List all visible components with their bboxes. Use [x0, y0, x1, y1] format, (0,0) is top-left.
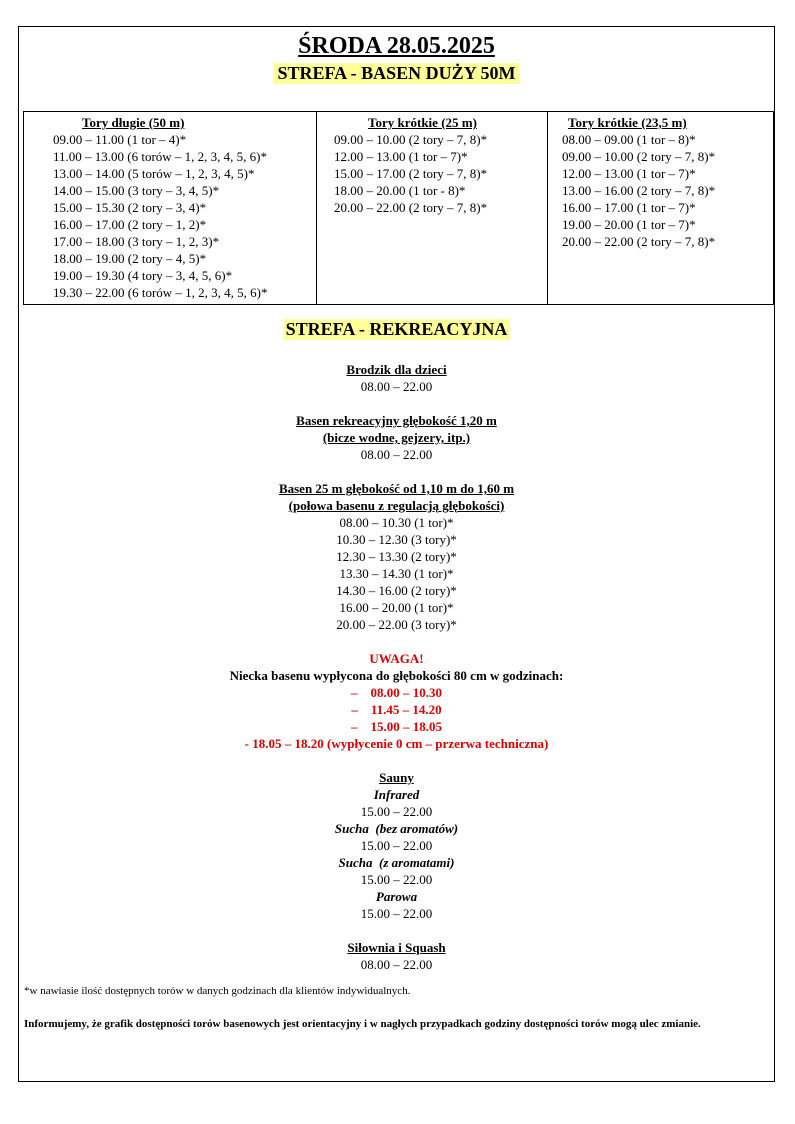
list-item: 20.00 – 22.00 (2 tory – 7, 8)* — [334, 200, 488, 215]
list-item: 14.30 – 16.00 (2 tory)* — [336, 583, 457, 598]
saunas-heading: Sauny — [379, 770, 414, 785]
gym-hours: 08.00 – 22.00 — [360, 957, 433, 972]
disclaimer: Informujemy, że grafik dostępności torów basenowych jest orientacyjny i w nagłych przypadkach godziny dostępności torów mogą ulec zmianie. — [24, 1018, 701, 1030]
list-item: 09.00 – 10.00 (2 tory – 7, 8)* — [562, 149, 716, 164]
list-item: 14.00 – 15.00 (3 tory – 3, 4, 5)* — [53, 183, 220, 198]
short25-lanes-heading: Tory krótkie (25 m) — [368, 115, 477, 130]
long-lanes-column — [24, 112, 317, 304]
sauna-hours: 15.00 – 22.00 — [360, 872, 433, 887]
list-item: 16.00 – 17.00 (2 tory – 1, 2)* — [53, 217, 207, 232]
kids-pool-hours: 08.00 – 22.00 — [360, 379, 433, 394]
rec-pool-hours: 08.00 – 22.00 — [360, 447, 433, 462]
list-item: 13.30 – 14.30 (1 tor)* — [339, 566, 454, 581]
sauna-name: Infrared — [373, 787, 420, 802]
short235-lanes-column — [547, 112, 773, 304]
list-item: 18.00 – 19.00 (2 tory – 4, 5)* — [53, 251, 207, 266]
sauna-hours: 15.00 – 22.00 — [360, 906, 433, 921]
page-title: ŚRODA 28.05.2025 — [298, 33, 495, 59]
short235-lanes-heading: Tory krótkie (23,5 m) — [568, 115, 687, 130]
recreation-section — [19, 361, 774, 973]
zone-title-large-pool: STREFA - BASEN DUŻY 50M — [274, 63, 518, 84]
list-item: 08.00 – 10.30 (1 tor)* — [339, 515, 454, 530]
warning-text: Niecka basenu wypłycona do głębokości 80 cm w godzinach: — [229, 668, 564, 683]
list-item: 11.00 – 13.00 (6 torów – 1, 2, 3, 4, 5, 6)* — [53, 149, 268, 164]
warning-time: – 11.45 – 14.20 — [351, 702, 442, 717]
list-item: 12.30 – 13.30 (2 tory)* — [336, 549, 457, 564]
list-item: 08.00 – 09.00 (1 tor – 8)* — [562, 132, 696, 147]
list-item: 12.00 – 13.00 (1 tor – 7)* — [334, 149, 468, 164]
sauna-name: Sucha (bez aromatów) — [334, 821, 459, 836]
list-item: 10.30 – 12.30 (3 tory)* — [336, 532, 457, 547]
warning-time: – 08.00 – 10.30 — [351, 685, 442, 700]
list-item: 15.00 – 17.00 (2 tory – 7, 8)* — [334, 166, 488, 181]
rec-pool-subheading: (bicze wodne, gejzery, itp.) — [322, 430, 471, 445]
list-item: 09.00 – 10.00 (2 tory – 7, 8)* — [334, 132, 488, 147]
list-item: 20.00 – 22.00 (3 tory)* — [336, 617, 457, 632]
sauna-hours: 15.00 – 22.00 — [360, 838, 433, 853]
kids-pool-heading: Brodzik dla dzieci — [346, 362, 447, 377]
list-item: 19.00 – 19.30 (4 tory – 3, 4, 5, 6)* — [53, 268, 233, 283]
list-item: 13.00 – 14.00 (5 torów – 1, 2, 3, 4, 5)* — [53, 166, 255, 181]
gym-heading: Siłownia i Squash — [347, 940, 446, 955]
warning-time: – 15.00 – 18.05 — [351, 719, 442, 734]
lanes-table — [23, 111, 774, 305]
list-item: 20.00 – 22.00 (2 tory – 7, 8)* — [562, 234, 716, 249]
long-lanes-heading: Tory długie (50 m) — [82, 115, 185, 130]
sauna-hours: 15.00 – 22.00 — [360, 804, 433, 819]
rec-pool-heading: Basen rekreacyjny głębokość 1,20 m — [296, 413, 497, 428]
warning-break: - 18.05 – 18.20 (wypłycenie 0 cm – przerwa techniczna) — [244, 736, 549, 751]
list-item: 16.00 – 20.00 (1 tor)* — [339, 600, 454, 615]
list-item: 15.00 – 15.30 (2 tory – 3, 4)* — [53, 200, 207, 215]
list-item: 19.00 – 20.00 (1 tor – 7)* — [562, 217, 696, 232]
sauna-name: Sucha (z aromatami) — [338, 855, 455, 870]
sauna-name: Parowa — [375, 889, 418, 904]
zone-title-recreation: STREFA - REKREACYJNA — [283, 319, 511, 340]
list-item: 17.00 – 18.00 (3 tory – 1, 2, 3)* — [53, 234, 220, 249]
short25-lanes-column — [316, 112, 548, 304]
list-item: 12.00 – 13.00 (1 tor – 7)* — [562, 166, 696, 181]
pool25-subheading: (połowa basenu z regulacją głębokości) — [288, 498, 505, 513]
list-item: 13.00 – 16.00 (2 tory – 7, 8)* — [562, 183, 716, 198]
list-item: 18.00 – 20.00 (1 tor - 8)* — [334, 183, 466, 198]
footnote: *w nawiasie ilość dostępnych torów w danych godzinach dla klientów indywidualnych. — [24, 985, 411, 997]
schedule-page — [18, 26, 775, 1082]
warning-title: UWAGA! — [369, 651, 424, 666]
pool25-heading: Basen 25 m głębokość od 1,10 m do 1,60 m — [278, 481, 515, 496]
list-item: 09.00 – 11.00 (1 tor – 4)* — [53, 132, 187, 147]
list-item: 19.30 – 22.00 (6 torów – 1, 2, 3, 4, 5, 6)* — [53, 285, 268, 300]
list-item: 16.00 – 17.00 (1 tor – 7)* — [562, 200, 696, 215]
